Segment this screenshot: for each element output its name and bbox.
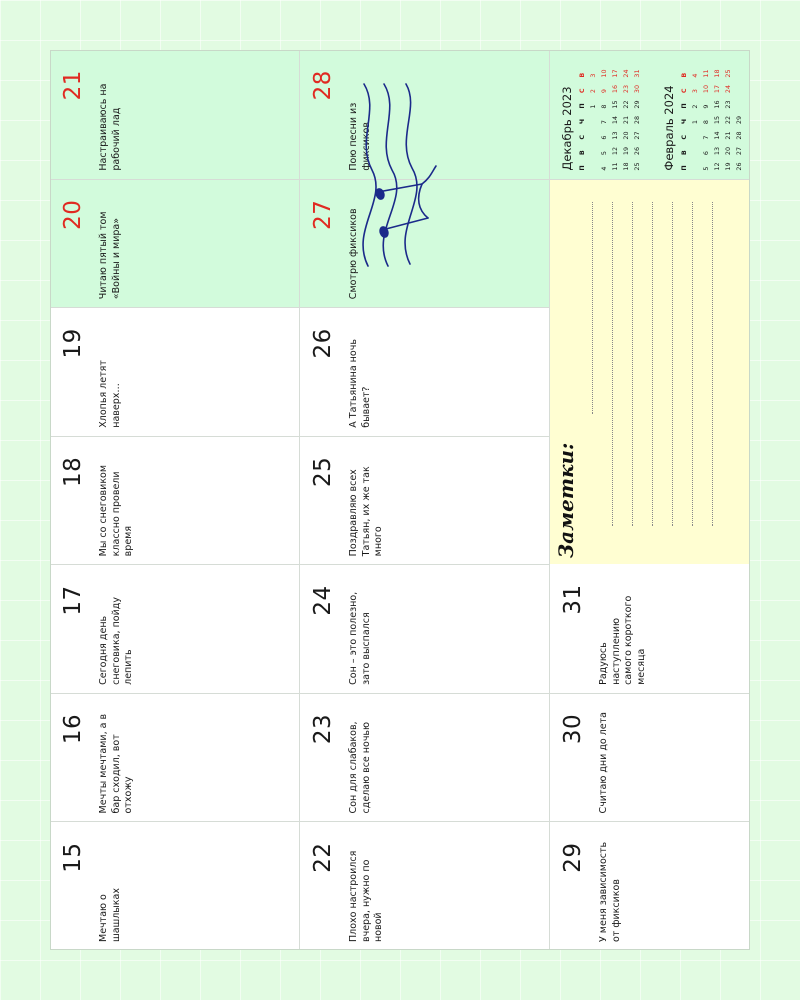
weekday-label: П <box>578 165 586 171</box>
day-number: 30 <box>560 713 586 745</box>
day-cell[interactable] <box>300 436 550 565</box>
day-number: 23 <box>310 713 336 745</box>
day-cell[interactable] <box>50 50 300 179</box>
mini-day: 12 <box>611 146 619 156</box>
day-cell[interactable] <box>300 307 550 436</box>
day-number: 18 <box>60 456 86 488</box>
day-number: 19 <box>60 328 86 359</box>
notes-line <box>692 202 693 526</box>
mini-day: 12 <box>713 162 721 171</box>
mini-calendar <box>560 62 643 171</box>
notes-line <box>652 202 653 526</box>
mini-day: 21 <box>622 115 630 125</box>
music-notes-doodle <box>340 80 450 270</box>
mini-day: 4 <box>600 166 608 171</box>
day-note: Настраиваюсь на рабочий лад <box>98 83 122 171</box>
day-note: Сон – это полезно, зато выспался <box>348 591 372 685</box>
mini-day: 23 <box>724 100 732 109</box>
mini-day: 16 <box>611 84 619 94</box>
mini-day: 1 <box>691 120 699 125</box>
mini-day: 25 <box>633 162 641 171</box>
mini-day: 13 <box>611 131 619 140</box>
mini-day: 9 <box>702 104 710 109</box>
mini-calendar-title: Декабрь 2023 <box>560 86 574 171</box>
mini-day: 29 <box>633 100 641 109</box>
mini-day: 28 <box>735 131 743 140</box>
day-number: 25 <box>310 456 336 488</box>
mini-day: 19 <box>622 146 630 156</box>
mini-day: 21 <box>724 131 732 140</box>
day-note: А Татьянина ночь бывает? <box>348 339 372 428</box>
notes-line <box>612 202 613 526</box>
weekday-label: П <box>578 103 586 109</box>
mini-day: 10 <box>600 69 608 78</box>
mini-day: 8 <box>600 104 608 109</box>
mini-day: 18 <box>622 162 630 171</box>
notes-line <box>672 202 673 526</box>
mini-day: 18 <box>713 69 721 78</box>
mini-day: 14 <box>713 131 721 140</box>
mini-day: 17 <box>713 84 721 94</box>
notes-title: Заметки: <box>554 442 578 559</box>
day-cell[interactable] <box>50 564 300 693</box>
weekday-label: В <box>578 72 586 78</box>
weekday-label: С <box>578 88 586 94</box>
mini-day: 28 <box>633 115 641 125</box>
day-number: 20 <box>60 199 86 230</box>
mini-day: 8 <box>702 120 710 125</box>
mini-day: 15 <box>713 115 721 125</box>
empty-day <box>588 109 599 125</box>
weekday-label: В <box>578 150 586 156</box>
mini-day: 26 <box>735 162 743 171</box>
mini-day: 9 <box>600 89 608 94</box>
mini-day: 10 <box>702 84 710 94</box>
day-note: У меня зависимость от фиксиков <box>598 841 622 942</box>
day-cell[interactable] <box>300 564 550 693</box>
mini-day: 3 <box>589 73 597 78</box>
mini-day: 13 <box>713 146 721 156</box>
mini-calendar <box>662 62 745 171</box>
mini-day: 7 <box>702 135 710 140</box>
mini-day: 5 <box>702 166 710 171</box>
day-cell[interactable] <box>50 693 300 822</box>
notes-line <box>592 202 593 414</box>
mini-calendar-grid <box>679 62 745 171</box>
mini-day: 29 <box>735 115 743 125</box>
mini-calendars-panel <box>550 50 750 179</box>
mini-calendar-grid <box>577 62 643 171</box>
mini-day: 27 <box>633 131 641 140</box>
empty-day <box>690 140 701 156</box>
mini-day: 25 <box>724 69 732 78</box>
weekday-label: Ч <box>680 118 688 125</box>
mini-day: 17 <box>611 69 619 78</box>
mini-day: 3 <box>691 89 699 94</box>
day-number: 15 <box>60 842 86 873</box>
day-cell[interactable] <box>50 179 300 308</box>
mini-day: 2 <box>589 89 597 94</box>
weekday-label: С <box>578 134 586 140</box>
day-note: Плохо настроился вчера, нужно по новой <box>348 850 385 942</box>
day-cell[interactable] <box>50 307 300 436</box>
mini-day: 6 <box>600 135 608 140</box>
mini-day: 5 <box>600 151 608 156</box>
weekday-label: Ч <box>578 118 586 125</box>
day-number: 31 <box>560 584 586 615</box>
week-row <box>50 50 300 950</box>
day-note: Мечты мечтами, а в бар сходил, вот отхожу <box>98 713 135 814</box>
mini-day: 22 <box>724 115 732 125</box>
day-number: 21 <box>60 70 86 101</box>
day-note: Пою песни из фиксиков <box>348 102 372 171</box>
empty-day <box>588 124 599 140</box>
day-note: Радуюсь наступлению самого короткого месяца <box>598 595 647 685</box>
day-number: 22 <box>310 842 336 873</box>
day-cell[interactable] <box>550 693 750 822</box>
mini-day: 6 <box>702 151 710 156</box>
notes-line <box>632 202 633 526</box>
mini-day: 24 <box>622 69 630 78</box>
day-cell[interactable] <box>550 821 750 950</box>
weekday-label: В <box>680 72 688 78</box>
mini-day: 16 <box>713 100 721 109</box>
mini-day: 4 <box>691 73 699 78</box>
mini-day: 20 <box>622 131 630 140</box>
day-note: Поздравляю всех Татьян, их же так много <box>348 466 385 557</box>
mini-day: 20 <box>724 146 732 156</box>
weekday-label: С <box>680 88 688 94</box>
day-cell[interactable] <box>550 564 750 693</box>
day-cell[interactable] <box>50 436 300 565</box>
mini-day: 19 <box>724 162 732 171</box>
day-cell[interactable] <box>300 821 550 950</box>
mini-day: 24 <box>724 84 732 94</box>
empty-day <box>690 155 701 171</box>
day-note: Хлопья летят наверх… <box>98 360 122 428</box>
weekday-label: В <box>680 150 688 156</box>
day-note: Считаю дни до лета <box>598 711 609 814</box>
day-cell[interactable] <box>300 693 550 822</box>
day-note: Читаю пятый том «Войны и мира» <box>98 211 122 300</box>
mini-day: 26 <box>633 146 641 156</box>
mini-calendar-title: Февраль 2024 <box>662 85 676 171</box>
day-note: Смотрю фиксиков <box>348 208 359 300</box>
mini-day: 11 <box>611 162 619 171</box>
empty-day <box>588 140 599 156</box>
notes-panel[interactable] <box>550 179 750 565</box>
day-number: 27 <box>310 199 336 230</box>
calendar-sheet <box>50 50 750 950</box>
day-number: 26 <box>310 328 336 359</box>
mini-day: 30 <box>633 84 641 94</box>
day-number: 29 <box>560 842 586 873</box>
mini-day: 15 <box>611 100 619 109</box>
mini-day: 27 <box>735 146 743 156</box>
notes-line <box>712 202 713 526</box>
mini-day: 7 <box>600 120 608 125</box>
mini-day: 11 <box>702 69 710 78</box>
empty-day <box>690 124 701 140</box>
weekday-label: С <box>680 134 688 140</box>
mini-day: 22 <box>622 100 630 109</box>
mini-day: 23 <box>622 84 630 94</box>
weekday-label: П <box>680 103 688 109</box>
day-note: Мечтаю о шашлыках <box>98 888 122 942</box>
mini-day: 31 <box>633 69 641 78</box>
day-note: Сон для слабаков, сделаю все ночью <box>348 721 372 814</box>
day-cell[interactable] <box>50 821 300 950</box>
day-number: 17 <box>60 585 86 616</box>
day-number: 28 <box>310 70 336 101</box>
day-number: 16 <box>60 713 86 745</box>
day-number: 24 <box>310 585 336 616</box>
mini-day: 2 <box>691 104 699 109</box>
mini-day: 14 <box>611 115 619 125</box>
mini-day: 1 <box>589 104 597 109</box>
empty-day <box>588 155 599 171</box>
weekday-label: П <box>680 165 688 171</box>
day-note: Мы со снеговиком классно провели время <box>98 464 135 557</box>
day-note: Сегодня день снеговика, пойду лепить <box>98 597 135 685</box>
